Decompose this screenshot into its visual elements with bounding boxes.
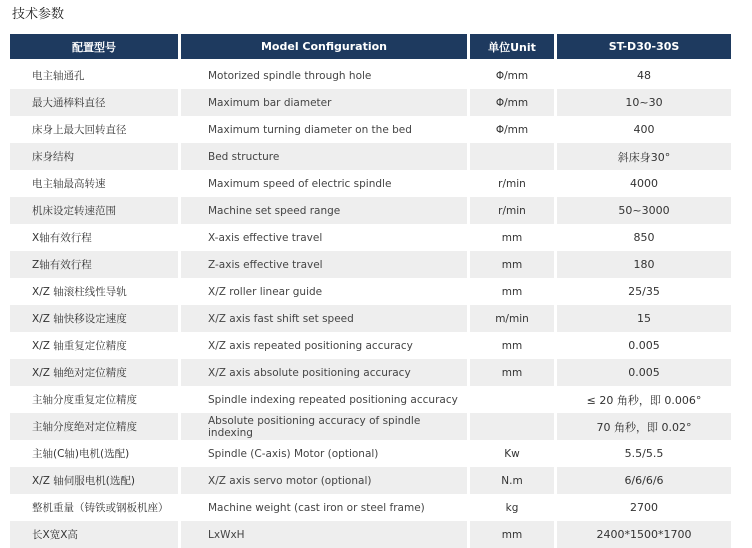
spec-name-en: Z-axis effective travel — [181, 251, 467, 278]
spec-name-en: X/Z axis repeated positioning accuracy — [181, 332, 467, 359]
spec-value: 10~30 — [557, 89, 731, 116]
header-config-en: Model Configuration — [181, 34, 467, 62]
spec-unit: Φ/mm — [470, 62, 554, 89]
table-row — [10, 494, 731, 521]
spec-unit — [470, 386, 554, 413]
spec-name-cn: X轴有效行程 — [10, 224, 178, 251]
spec-name-cn: 整机重量（铸铁或钢板机座） — [10, 494, 178, 521]
spec-unit: r/min — [470, 170, 554, 197]
table-row — [10, 143, 731, 170]
spec-name-en: Maximum bar diameter — [181, 89, 467, 116]
spec-unit: mm — [470, 521, 554, 548]
spec-value: 400 — [557, 116, 731, 143]
spec-unit: kg — [470, 494, 554, 521]
table-row — [10, 332, 731, 359]
table-row — [10, 89, 731, 116]
spec-name-en: X/Z axis absolute positioning accuracy — [181, 359, 467, 386]
header-model: ST-D30-30S — [557, 34, 731, 62]
spec-name-cn: 主轴(C轴)电机(选配) — [10, 440, 178, 467]
table-row — [10, 251, 731, 278]
spec-name-en: Absolute positioning accuracy of spindle indexing — [181, 413, 467, 440]
spec-value: 50~3000 — [557, 197, 731, 224]
spec-value: 2400*1500*1700 — [557, 521, 731, 548]
spec-name-en: Spindle indexing repeated positioning accuracy — [181, 386, 467, 413]
spec-unit: mm — [470, 224, 554, 251]
table-row — [10, 386, 731, 413]
table-row — [10, 467, 731, 494]
spec-value: ≤ 20 角秒，即 0.006° — [557, 386, 731, 413]
spec-name-en: X/Z axis servo motor (optional) — [181, 467, 467, 494]
spec-unit: r/min — [470, 197, 554, 224]
spec-value: 25/35 — [557, 278, 731, 305]
spec-unit: Φ/mm — [470, 116, 554, 143]
spec-name-cn: 电主轴通孔 — [10, 62, 178, 89]
spec-value: 5.5/5.5 — [557, 440, 731, 467]
spec-value: 180 — [557, 251, 731, 278]
spec-unit: mm — [470, 278, 554, 305]
table-row — [10, 521, 731, 548]
spec-unit: mm — [470, 251, 554, 278]
table-row — [10, 197, 731, 224]
spec-unit: N.m — [470, 467, 554, 494]
table-row — [10, 440, 731, 467]
spec-name-en: Bed structure — [181, 143, 467, 170]
table-row — [10, 305, 731, 332]
spec-value: 48 — [557, 62, 731, 89]
spec-name-cn: X/Z 轴滚柱线性导轨 — [10, 278, 178, 305]
spec-unit: mm — [470, 332, 554, 359]
spec-value: 0.005 — [557, 332, 731, 359]
table-row — [10, 62, 731, 89]
spec-unit — [470, 413, 554, 440]
spec-name-cn: Z轴有效行程 — [10, 251, 178, 278]
spec-name-cn: X/Z 轴重复定位精度 — [10, 332, 178, 359]
page-title: 技术参数 — [12, 7, 65, 22]
spec-name-cn: 最大通棒料直径 — [10, 89, 178, 116]
spec-value: 4000 — [557, 170, 731, 197]
spec-name-cn: X/Z 轴绝对定位精度 — [10, 359, 178, 386]
spec-name-en: X/Z axis fast shift set speed — [181, 305, 467, 332]
table-row — [10, 116, 731, 143]
spec-unit — [470, 143, 554, 170]
table-row — [10, 359, 731, 386]
spec-name-cn: 主轴分度绝对定位精度 — [10, 413, 178, 440]
spec-name-cn: 床身结构 — [10, 143, 178, 170]
spec-unit: Φ/mm — [470, 89, 554, 116]
table-row — [10, 413, 731, 440]
spec-name-en: Motorized spindle through hole — [181, 62, 467, 89]
spec-value: 斜床身30° — [557, 143, 731, 170]
spec-name-en: Spindle (C-axis) Motor (optional) — [181, 440, 467, 467]
spec-name-cn: 床身上最大回转直径 — [10, 116, 178, 143]
spec-unit: Kw — [470, 440, 554, 467]
spec-name-en: Maximum turning diameter on the bed — [181, 116, 467, 143]
spec-value: 0.005 — [557, 359, 731, 386]
spec-name-en: Machine set speed range — [181, 197, 467, 224]
spec-value: 850 — [557, 224, 731, 251]
spec-name-cn: 机床设定转速范围 — [10, 197, 178, 224]
spec-name-en: Maximum speed of electric spindle — [181, 170, 467, 197]
table-row — [10, 170, 731, 197]
spec-name-cn: 主轴分度重复定位精度 — [10, 386, 178, 413]
spec-unit: m/min — [470, 305, 554, 332]
spec-table — [7, 34, 734, 548]
header-unit: 单位Unit — [470, 34, 554, 62]
table-row — [10, 278, 731, 305]
spec-name-cn: X/Z 轴快移设定速度 — [10, 305, 178, 332]
spec-name-en: X/Z roller linear guide — [181, 278, 467, 305]
spec-name-cn: X/Z 轴伺服电机(选配) — [10, 467, 178, 494]
spec-value: 70 角秒，即 0.02° — [557, 413, 731, 440]
table-row — [10, 224, 731, 251]
spec-name-en: Machine weight (cast iron or steel frame) — [181, 494, 467, 521]
spec-name-en: X-axis effective travel — [181, 224, 467, 251]
table-header-row — [10, 34, 731, 62]
spec-name-en: LxWxH — [181, 521, 467, 548]
spec-value: 15 — [557, 305, 731, 332]
spec-value: 6/6/6/6 — [557, 467, 731, 494]
spec-unit: mm — [470, 359, 554, 386]
spec-name-cn: 电主轴最高转速 — [10, 170, 178, 197]
header-config-cn: 配置型号 — [10, 34, 178, 62]
spec-name-cn: 长X宽X高 — [10, 521, 178, 548]
spec-value: 2700 — [557, 494, 731, 521]
